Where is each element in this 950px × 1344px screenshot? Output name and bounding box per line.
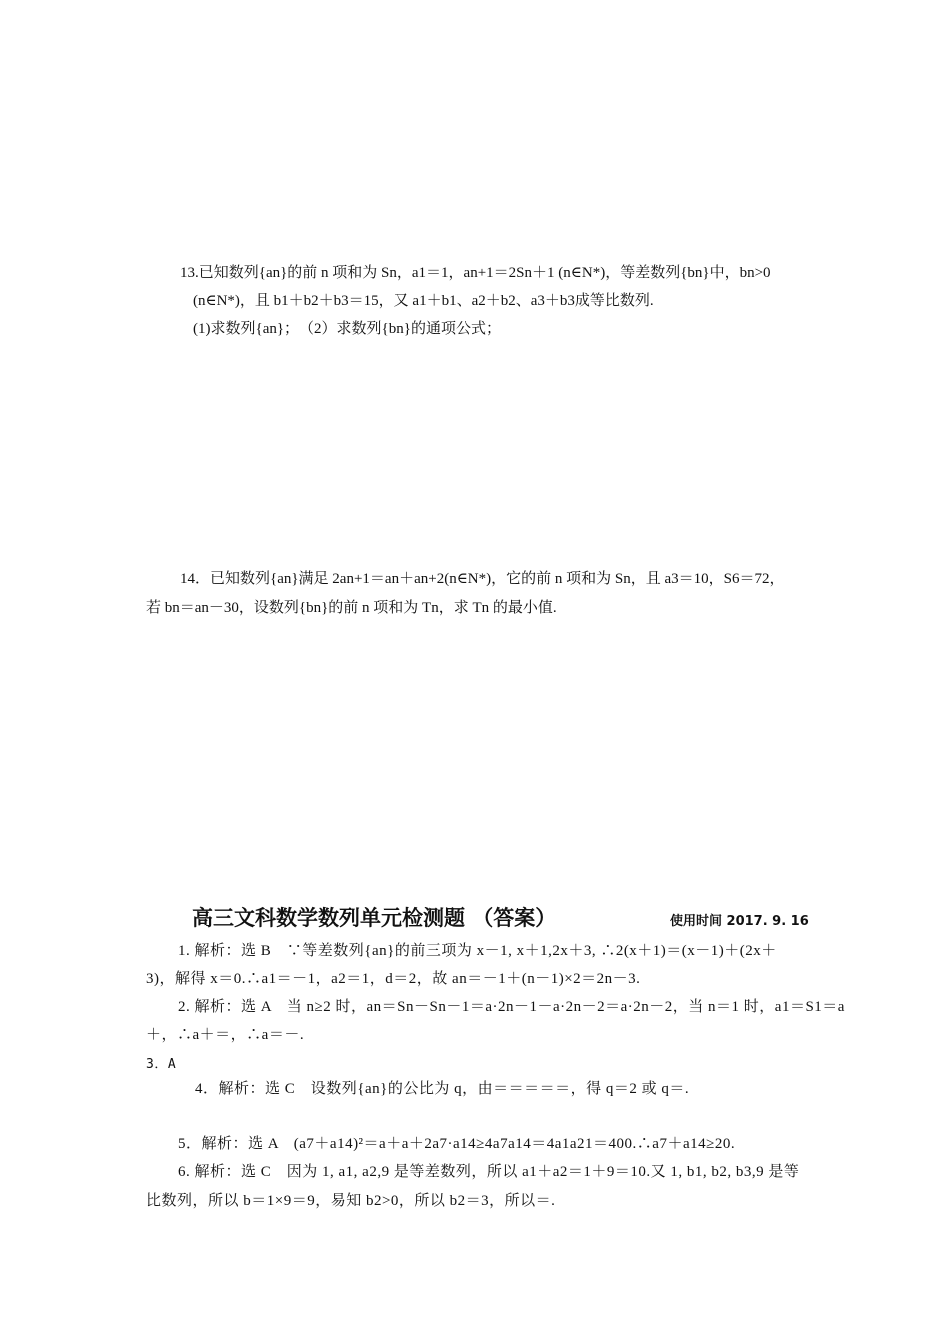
answer-title: 高三文科数学数列单元检测题 （答案）: [192, 906, 557, 930]
answer-6-line2: 比数列，所以 b＝1×9＝9，易知 b2>0，所以 b2＝3，所以＝.: [146, 1193, 556, 1209]
answer-3: 3．A: [146, 1057, 177, 1072]
answer-4: 4．解析：选 C 设数列{an}的公比为 q，由＝＝＝＝＝，得 q＝2 或 q＝.: [195, 1081, 690, 1097]
answer-2-line2: ＋，∴a＋＝，∴a＝－.: [146, 1027, 305, 1043]
usage-date: 使用时间 2017. 9. 16: [670, 914, 809, 929]
answer-6-line1: 6. 解析：选 C 因为 1, a1, a2,9 是等差数列，所以 a1＋a2＝1＋9＝10.又 1, b1, b2, b3,9 是等: [178, 1164, 800, 1180]
q14-line2: 若 bn＝an－30，设数列{bn}的前 n 项和为 Tn，求 Tn 的最小值.: [146, 600, 557, 616]
q13-line2: (n∈N*)，且 b1＋b2＋b3＝15，又 a1＋b1、a2＋b2、a3＋b3成等比数列.: [193, 293, 654, 309]
answer-1-line1: 1. 解析：选 B ∵等差数列{an}的前三项为 x－1, x＋1,2x＋3, ∴2(x＋1)＝(x－1)＋(2x＋: [178, 943, 777, 959]
q14-line1: 14．已知数列{an}满足 2an+1＝an＋an+2(n∈N*)，它的前 n 项和为 Sn，且 a3＝10，S6＝72，: [180, 571, 785, 587]
answer-2-line1: 2. 解析：选 A 当 n≥2 时，an＝Sn－Sn－1＝a·2n－1－a·2n－2＝a·2n－2，当 n＝1 时，a1＝S1＝a: [178, 999, 845, 1015]
q13-line1: 13.已知数列{an}的前 n 项和为 Sn，a1＝1，an+1＝2Sn＋1 (n∈N*)，等差数列{bn}中，bn>0: [180, 265, 771, 281]
answer-5: 5．解析：选 A (a7＋a14)²＝a＋a＋2a7·a14≥4a7a14＝4a1a21＝400.∴a7＋a14≥20.: [178, 1136, 736, 1152]
q13-line3: (1)求数列{an}； （2）求数列{bn}的通项公式；: [193, 321, 501, 337]
answer-1-line2: 3)，解得 x＝0.∴a1＝－1，a2＝1，d＝2，故 an＝－1＋(n－1)×2＝2n－3.: [146, 971, 641, 987]
